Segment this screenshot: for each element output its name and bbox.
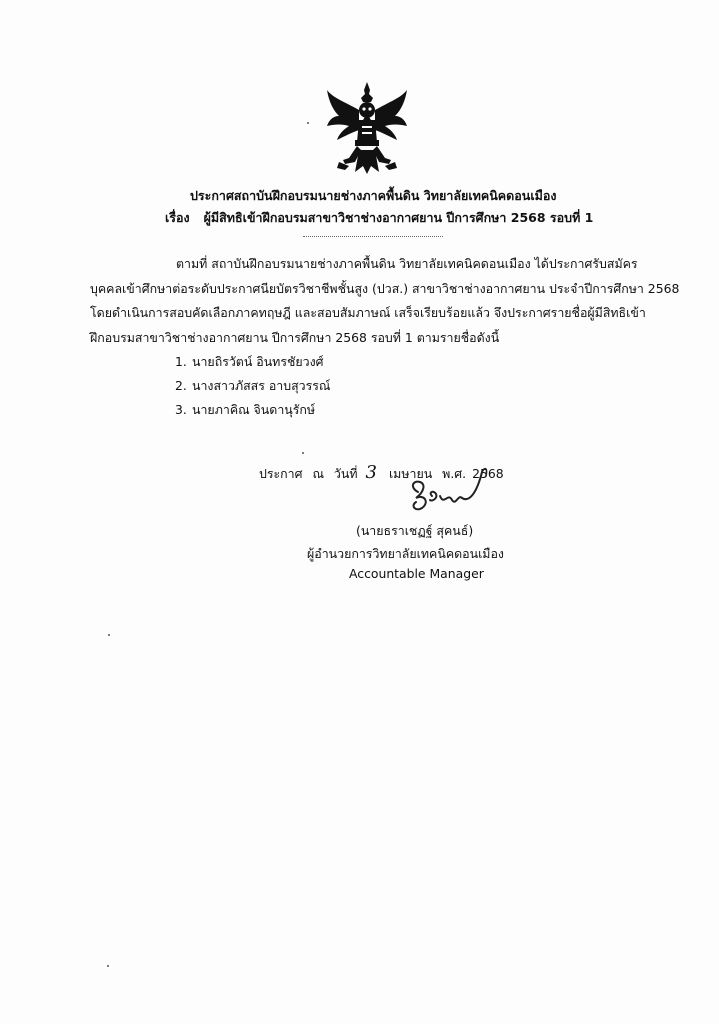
- announce-year: 2568: [472, 466, 504, 481]
- header-divider: [303, 236, 443, 237]
- body-line: ตามที่ สถาบันฝึกอบรมนายช่างภาคพื้นดิน วิทยาลัยเทคนิคดอนเมือง ได้ประกาศรับสมัคร: [176, 256, 638, 271]
- body-line: โดยดำเนินการสอบคัดเลือกภาคทฤษฎี และสอบสัมภาษณ์ เสร็จเรียบร้อยแล้ว จึงประกาศรายชื่อผู้มีสิทธิเข้า: [90, 305, 646, 320]
- signatory-role: Accountable Manager: [349, 566, 484, 581]
- scan-speck: [302, 452, 304, 454]
- list-item-number: 1.: [175, 354, 187, 369]
- list-item-name: นางสาวภัสสร อาบสุวรรณ์: [192, 378, 331, 393]
- announce-day: 3: [365, 462, 377, 483]
- body-line: ฝึกอบรมสาขาวิชาช่างอากาศยาน ปีการศึกษา 2568 รอบที่ 1 ตามรายชื่อดังนี้: [90, 329, 500, 345]
- scan-speck: [108, 634, 110, 636]
- garuda-emblem-icon: [325, 80, 409, 176]
- announce-era: พ.ศ.: [442, 466, 467, 481]
- announce-at: ณ: [312, 466, 324, 481]
- list-item-name: นายถิรวัตน์ อินทรชัยวงศ์: [192, 354, 324, 369]
- signatory-name: (นายธราเชฏฐ์ สุคนธ์): [356, 523, 474, 538]
- subject-text: ผู้มีสิทธิเข้าฝึกอบรมสาขาวิชาช่างอากาศยาน ปีการศึกษา 2568 รอบที่ 1: [203, 210, 594, 225]
- list-item-number: 3.: [175, 402, 187, 417]
- body-paragraph: [90, 252, 680, 350]
- announcement-title: ประกาศสถาบันฝึกอบรมนายช่างภาคพื้นดิน วิทยาลัยเทคนิคดอนเมือง: [190, 188, 557, 203]
- announce-prefix: ประกาศ: [259, 466, 303, 481]
- signatory-title: ผู้อำนวยการวิทยาลัยเทคนิคดอนเมือง: [307, 546, 504, 561]
- list-item: [175, 350, 330, 374]
- list-item-number: 2.: [175, 378, 187, 393]
- subject-label: เรื่อง: [165, 210, 190, 225]
- eligible-names-list: [175, 350, 330, 422]
- body-line: บุคคลเข้าศึกษาต่อระดับประกาศนียบัตรวิชาชีพชั้นสูง (ปวส.) สาขาวิชาช่างอากาศยาน ประจำปีการศึกษา 2568: [90, 280, 680, 296]
- scan-speck: [307, 122, 309, 124]
- announce-day-label: วันที่: [333, 466, 358, 481]
- list-item: [175, 374, 330, 398]
- list-item: [175, 398, 330, 422]
- list-item-name: นายภาคิณ จินดานุรักษ์: [192, 402, 316, 417]
- handwritten-signature: [400, 462, 500, 522]
- scan-speck: [107, 965, 109, 967]
- subject-line: [165, 210, 593, 226]
- announce-month: เมษายน: [388, 466, 433, 481]
